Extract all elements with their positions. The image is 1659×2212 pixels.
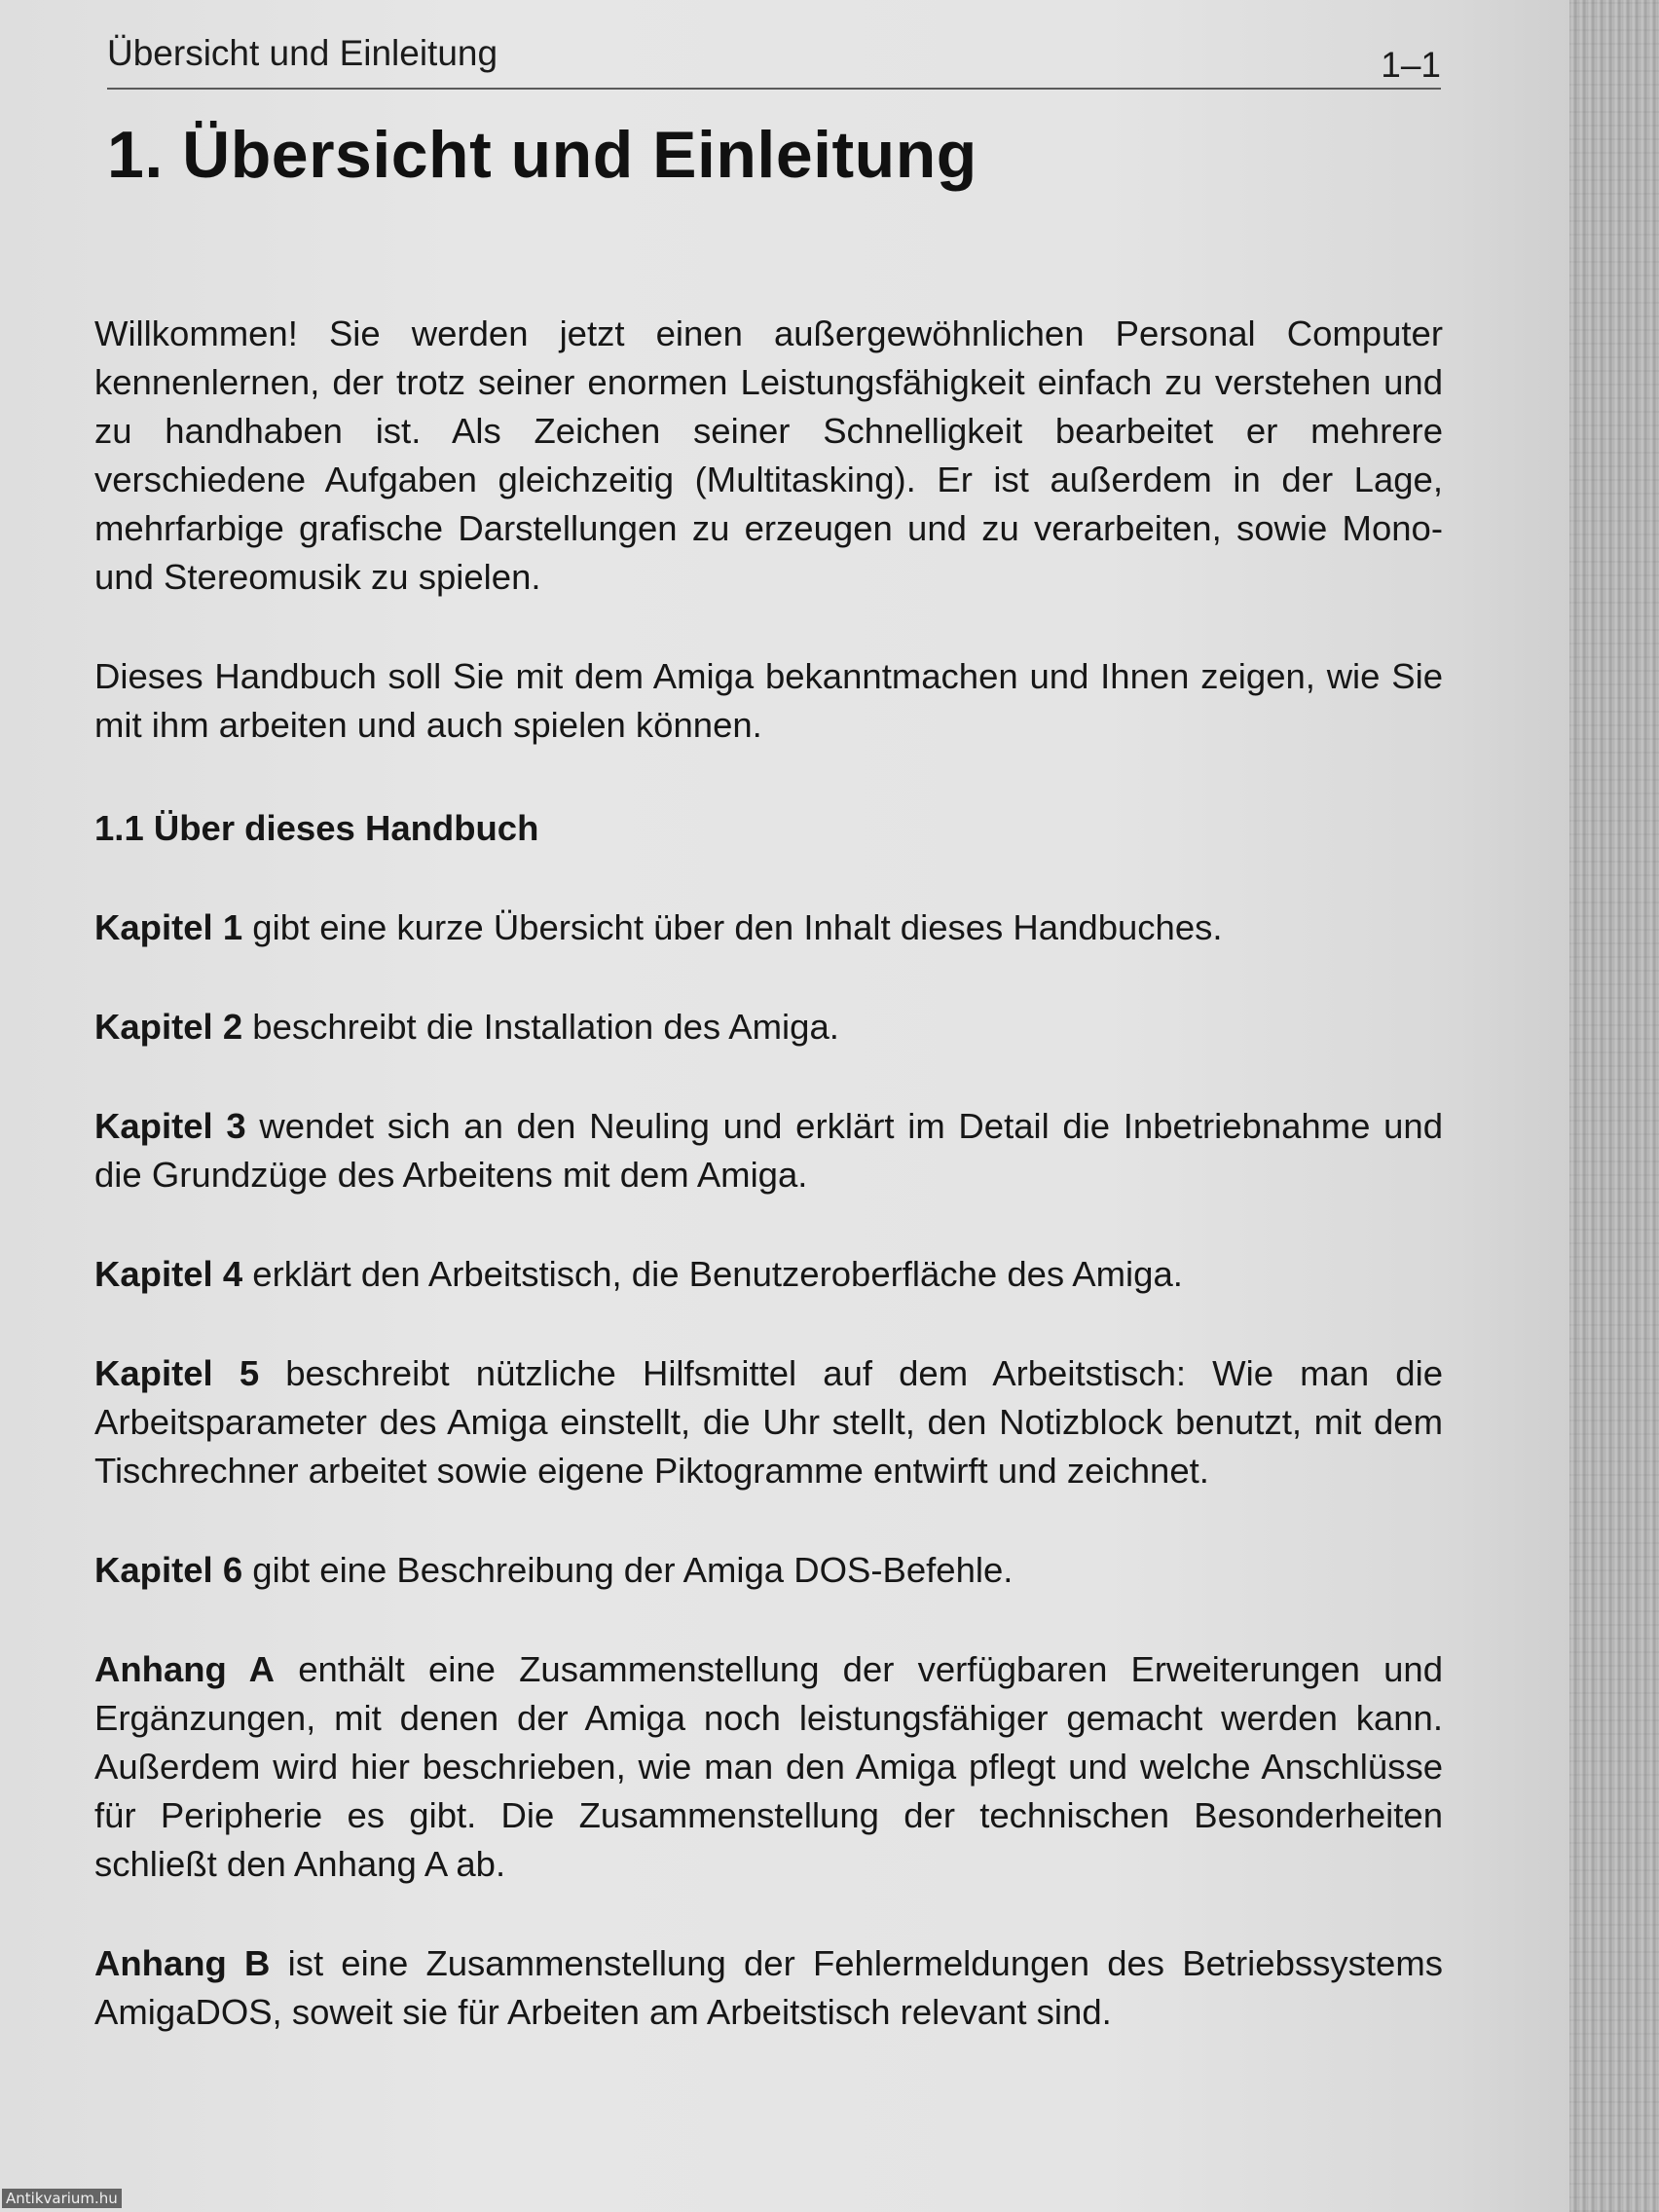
- chapter-summary-item: [94, 1102, 1443, 1199]
- item-label: Kapitel 4: [94, 1254, 243, 1294]
- item-label: Kapitel 1: [94, 907, 243, 947]
- item-label: Anhang A: [94, 1649, 276, 1689]
- running-header: [107, 29, 1441, 90]
- item-text: enthält eine Zusammenstellung der verfügbaren Erweiterungen und Ergänzungen, mit denen der Amiga noch leistungsfähiger gemacht werden kann. Außerdem wird hier beschrieben, wie man den Amiga pflegt und welche Anschlüsse für Peripherie es gibt. Die Zusammenstellung der technischen Besonderheiten schließt den Anhang A ab.: [94, 1649, 1443, 1884]
- intro-paragraph: Dieses Handbuch soll Sie mit dem Amiga bekanntmachen und Ihnen zeigen, wie Sie mit ihm arbeiten und auch spielen können.: [94, 656, 1443, 745]
- item-text: gibt eine Beschreibung der Amiga DOS-Befehle.: [242, 1550, 1014, 1590]
- chapter-summary-item: [94, 1546, 1443, 1595]
- appendix-summary-item: [94, 1939, 1443, 2037]
- item-label: Kapitel 5: [94, 1353, 260, 1393]
- chapter-summary-item: [94, 903, 1443, 952]
- chapter-title: 1. Übersicht und Einleitung: [107, 118, 977, 192]
- item-text: beschreibt nützliche Hilfsmittel auf dem Arbeitstisch: Wie man die Arbeitsparameter des Amiga einstellt, die Uhr stellt, den Notizblock benutzt, mit dem Tischrechner arbeitet sowie eigene Piktogramme entwirft und zeichnet.: [94, 1353, 1443, 1491]
- intro-paragraph: Willkommen! Sie werden jetzt einen außergewöhnlichen Personal Computer kennenlernen, der trotz seiner enormen Leistungsfähigkeit einfach zu verstehen und zu handhaben ist. Als Zeichen seiner Schnelligkeit bearbeitet er mehrere verschiedene Aufgaben gleichzeitig (Multitasking). Er ist außerdem in der Lage, mehrfarbige grafische Darstellungen zu erzeugen und zu verarbeiten, sowie Mono- und Stereomusik zu spielen.: [94, 313, 1443, 597]
- book-page-edges: [1569, 0, 1659, 2212]
- item-text: ist eine Zusammenstellung der Fehlermeldungen des Betriebssystems AmigaDOS, soweit sie für Arbeiten am Arbeitstisch relevant sind.: [94, 1943, 1443, 2032]
- item-label: Anhang B: [94, 1943, 271, 1983]
- item-text: gibt eine kurze Übersicht über den Inhalt dieses Handbuches.: [242, 907, 1223, 947]
- watermark: Antikvarium.hu: [2, 2189, 122, 2208]
- section-heading: 1.1 Über dieses Handbuch: [94, 808, 539, 848]
- running-title: Übersicht und Einleitung: [107, 33, 498, 73]
- item-label: Kapitel 6: [94, 1550, 243, 1590]
- page-body: [94, 310, 1443, 2087]
- chapter-summary-item: [94, 1349, 1443, 1495]
- appendix-summary-item: [94, 1645, 1443, 1889]
- item-text: wendet sich an den Neuling und erklärt im Detail die Inbetriebnahme und die Grundzüge des Arbeitens mit dem Amiga.: [94, 1106, 1443, 1195]
- item-text: beschreibt die Installation des Amiga.: [242, 1007, 839, 1047]
- item-label: Kapitel 2: [94, 1007, 243, 1047]
- chapter-summary-item: [94, 1003, 1443, 1051]
- item-label: Kapitel 3: [94, 1106, 246, 1146]
- item-text: erklärt den Arbeitstisch, die Benutzeroberfläche des Amiga.: [242, 1254, 1183, 1294]
- chapter-summary-item: [94, 1250, 1443, 1299]
- page-number: 1–1: [1381, 45, 1441, 85]
